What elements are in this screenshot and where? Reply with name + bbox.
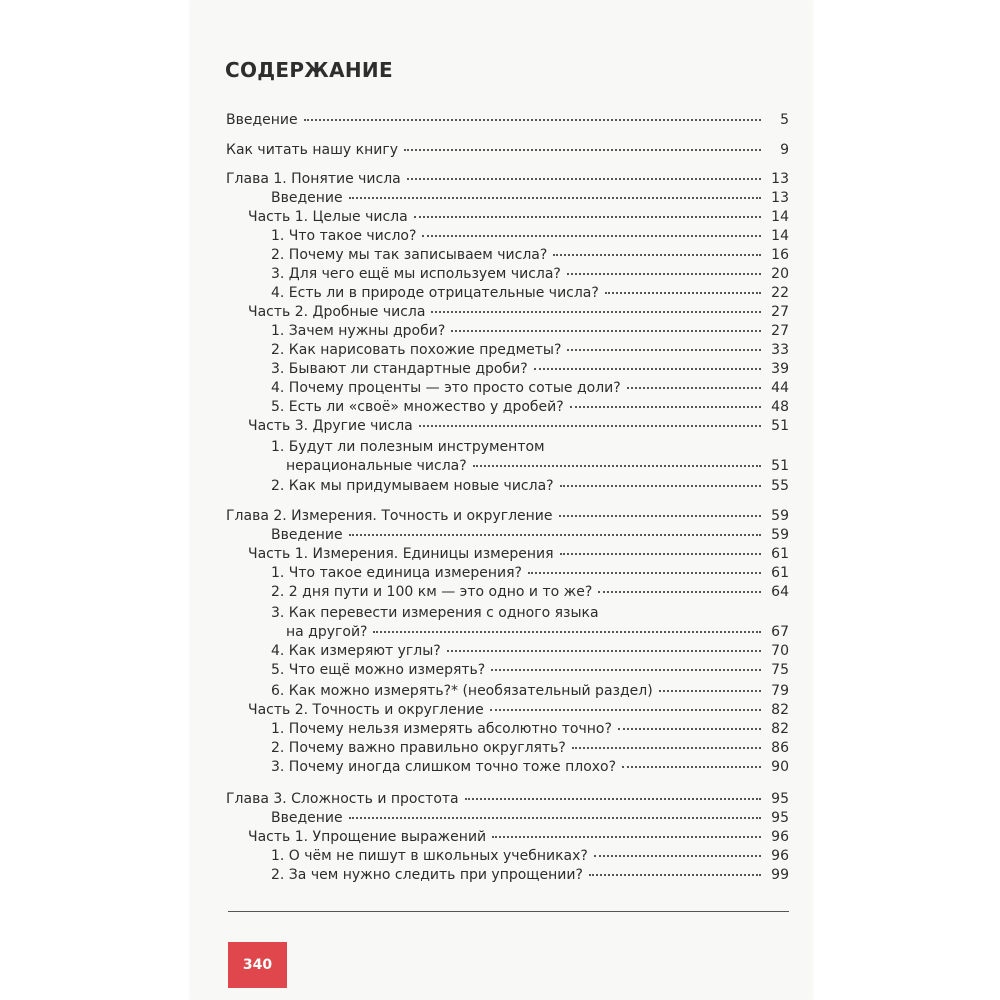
toc-entry xyxy=(226,360,789,378)
leader-dots xyxy=(492,836,761,838)
toc-entry xyxy=(226,758,789,776)
leader-dots xyxy=(404,149,761,151)
toc-entry-label: 2. 2 дня пути и 100 км — это одно и то же? xyxy=(271,584,593,600)
toc-entry xyxy=(226,379,789,397)
toc-entry-page: 61 xyxy=(771,565,789,581)
toc-entry-label: 4. Как измеряют углы? xyxy=(271,643,441,659)
toc-entry xyxy=(226,739,789,757)
toc-entry-label: 1. Что такое единица измерения? xyxy=(271,565,522,581)
toc-entry-page: 13 xyxy=(771,190,789,206)
leader-dots xyxy=(349,197,761,199)
toc-entry-page: 86 xyxy=(771,740,789,756)
toc-entry-label: 2. Почему важно правильно округлять? xyxy=(271,740,566,756)
toc-entry xyxy=(226,398,789,416)
leader-dots xyxy=(560,553,761,555)
toc-entry xyxy=(226,583,789,601)
toc-entry-label: 2. За чем нужно следить при упрощении? xyxy=(271,867,583,883)
toc-entry xyxy=(226,790,789,808)
page-number-badge: 340 xyxy=(228,942,287,988)
toc-entry-label: 2. Почему мы так записываем числа? xyxy=(271,247,548,263)
toc-entry-page: 64 xyxy=(771,584,789,600)
leader-dots xyxy=(349,817,761,819)
leader-dots xyxy=(431,311,761,313)
toc-entry-page: 14 xyxy=(771,228,789,244)
toc-entry-label: Часть 3. Другие числа xyxy=(248,418,413,434)
leader-dots xyxy=(622,766,761,768)
toc-entry-label: Введение xyxy=(226,112,298,128)
toc-entry-label: на другой? xyxy=(286,624,368,640)
leader-dots xyxy=(407,178,761,180)
toc-entry xyxy=(226,720,789,738)
toc-entry-label: Глава 1. Понятие числа xyxy=(226,171,401,187)
toc-entry xyxy=(226,341,789,359)
leader-dots xyxy=(594,855,761,857)
toc-entry-page: 48 xyxy=(771,399,789,415)
toc-entry xyxy=(226,246,789,264)
toc-entry-label: 2. Как нарисовать похожие предметы? xyxy=(271,342,562,358)
toc-entry-page: 90 xyxy=(771,759,789,775)
toc-entry xyxy=(226,265,789,283)
toc-entry xyxy=(226,477,789,495)
toc-entry xyxy=(226,623,789,641)
toc-entry-page: 22 xyxy=(771,285,789,301)
toc-entry-page: 14 xyxy=(771,209,789,225)
toc-entry xyxy=(226,828,789,846)
toc-entry-label: Часть 1. Упрощение выражений xyxy=(248,829,487,845)
toc-entry-page: 44 xyxy=(771,380,789,396)
toc-entry-page: 9 xyxy=(780,142,789,158)
toc-entry xyxy=(226,604,789,622)
toc-entry-page: 61 xyxy=(771,546,789,562)
toc-entry xyxy=(226,227,789,245)
toc-entry-label: Глава 3. Сложность и простота xyxy=(226,791,459,807)
leader-dots xyxy=(560,485,761,487)
toc-entry xyxy=(226,322,789,340)
toc-entry xyxy=(226,170,789,188)
leader-dots xyxy=(490,709,761,711)
toc-entry-page: 20 xyxy=(771,266,789,282)
toc-entry xyxy=(226,642,789,660)
toc-entry xyxy=(226,303,789,321)
leader-dots xyxy=(598,591,761,593)
toc-entry-label: Часть 1. Целые числа xyxy=(248,209,408,225)
leader-dots xyxy=(491,669,761,671)
toc-entry-page: 75 xyxy=(771,662,789,678)
leader-dots xyxy=(572,747,761,749)
toc-entry-label: Глава 2. Измерения. Точность и округление xyxy=(226,508,553,524)
toc-entry xyxy=(226,564,789,582)
toc-entry xyxy=(226,682,789,700)
toc-entry-label: 1. Будут ли полезным инструментом xyxy=(271,439,545,455)
toc-entry-label: 1. Что такое число? xyxy=(271,228,417,244)
toc-entry-page: 82 xyxy=(771,702,789,718)
leader-dots xyxy=(422,235,761,237)
toc-entry-page: 96 xyxy=(771,829,789,845)
leader-dots xyxy=(447,650,761,652)
leader-dots xyxy=(373,631,761,633)
toc-entry-page: 95 xyxy=(771,810,789,826)
toc-entry xyxy=(226,438,789,456)
toc-entry xyxy=(226,507,789,525)
toc-entry-label: Часть 2. Дробные числа xyxy=(248,304,426,320)
leader-dots xyxy=(559,515,761,517)
leader-dots xyxy=(414,216,761,218)
toc-entry-page: 95 xyxy=(771,791,789,807)
toc-entry xyxy=(226,847,789,865)
leader-dots xyxy=(349,534,761,536)
toc-entry xyxy=(226,111,789,129)
toc-entry xyxy=(226,809,789,827)
toc-entry-label: 3. Для чего ещё мы используем числа? xyxy=(271,266,561,282)
toc-entry xyxy=(226,526,789,544)
leader-dots xyxy=(570,406,761,408)
toc-entry-label: Введение xyxy=(271,810,343,826)
toc-entry xyxy=(226,208,789,226)
toc-entry-label: нерациональные числа? xyxy=(286,458,467,474)
toc-entry-label: Часть 2. Точность и округление xyxy=(248,702,484,718)
toc-entry-page: 59 xyxy=(771,508,789,524)
leader-dots xyxy=(627,387,761,389)
toc-entry xyxy=(226,661,789,679)
toc-entry xyxy=(226,141,789,159)
table-of-contents xyxy=(226,0,789,900)
toc-entry-page: 51 xyxy=(771,418,789,434)
toc-entry xyxy=(226,284,789,302)
toc-entry-page: 79 xyxy=(771,683,789,699)
toc-entry-label: 4. Почему проценты — это просто сотые доли? xyxy=(271,380,621,396)
toc-entry-page: 96 xyxy=(771,848,789,864)
toc-entry-label: 3. Как перевести измерения с одного языка xyxy=(271,605,599,621)
leader-dots xyxy=(473,465,761,467)
toc-entry-label: 1. Почему нельзя измерять абсолютно точно? xyxy=(271,721,612,737)
toc-entry xyxy=(226,545,789,563)
toc-entry-label: Как читать нашу книгу xyxy=(226,142,399,158)
leader-dots xyxy=(534,368,761,370)
toc-entry xyxy=(226,866,789,884)
toc-entry-page: 39 xyxy=(771,361,789,377)
leader-dots xyxy=(419,425,761,427)
toc-entry-page: 13 xyxy=(771,171,789,187)
toc-entry-page: 27 xyxy=(771,304,789,320)
toc-entry xyxy=(226,701,789,719)
toc-entry-page: 55 xyxy=(771,478,789,494)
toc-entry-label: Введение xyxy=(271,190,343,206)
leader-dots xyxy=(589,874,761,876)
toc-entry-label: 4. Есть ли в природе отрицательные числа? xyxy=(271,285,599,301)
leader-dots xyxy=(465,798,761,800)
toc-entry-page: 59 xyxy=(771,527,789,543)
toc-entry-page: 70 xyxy=(771,643,789,659)
toc-entry-page: 5 xyxy=(780,112,789,128)
toc-entry xyxy=(226,457,789,475)
leader-dots xyxy=(304,119,761,121)
leader-dots xyxy=(528,572,761,574)
leader-dots xyxy=(567,349,761,351)
leader-dots xyxy=(451,330,761,332)
toc-entry-label: 1. О чём не пишут в школьных учебниках? xyxy=(271,848,588,864)
toc-entry-label: 1. Зачем нужны дроби? xyxy=(271,323,446,339)
leader-dots xyxy=(605,292,761,294)
leader-dots xyxy=(659,690,761,692)
toc-entry-page: 67 xyxy=(771,624,789,640)
leader-dots xyxy=(618,728,761,730)
leader-dots xyxy=(567,273,761,275)
leader-dots xyxy=(553,254,761,256)
toc-entry-label: 5. Есть ли «своё» множество у дробей? xyxy=(271,399,564,415)
toc-entry-page: 99 xyxy=(771,867,789,883)
toc-entry-page: 51 xyxy=(771,458,789,474)
toc-entry-page: 16 xyxy=(771,247,789,263)
toc-entry xyxy=(226,189,789,207)
toc-entry-label: Введение xyxy=(271,527,343,543)
toc-entry-label: 3. Бывают ли стандартные дроби? xyxy=(271,361,528,377)
page-title: СОДЕРЖАНИЕ xyxy=(225,58,393,82)
toc-entry-label: Часть 1. Измерения. Единицы измерения xyxy=(248,546,554,562)
toc-entry-page: 27 xyxy=(771,323,789,339)
toc-entry xyxy=(226,417,789,435)
toc-entry-page: 82 xyxy=(771,721,789,737)
toc-entry-label: 6. Как можно измерять?* (необязательный раздел) xyxy=(271,683,653,699)
toc-entry-page: 33 xyxy=(771,342,789,358)
toc-entry-label: 2. Как мы придумываем новые числа? xyxy=(271,478,554,494)
footer-divider xyxy=(228,911,789,912)
toc-entry-label: 3. Почему иногда слишком точно тоже плохо? xyxy=(271,759,617,775)
toc-entry-label: 5. Что ещё можно измерять? xyxy=(271,662,486,678)
